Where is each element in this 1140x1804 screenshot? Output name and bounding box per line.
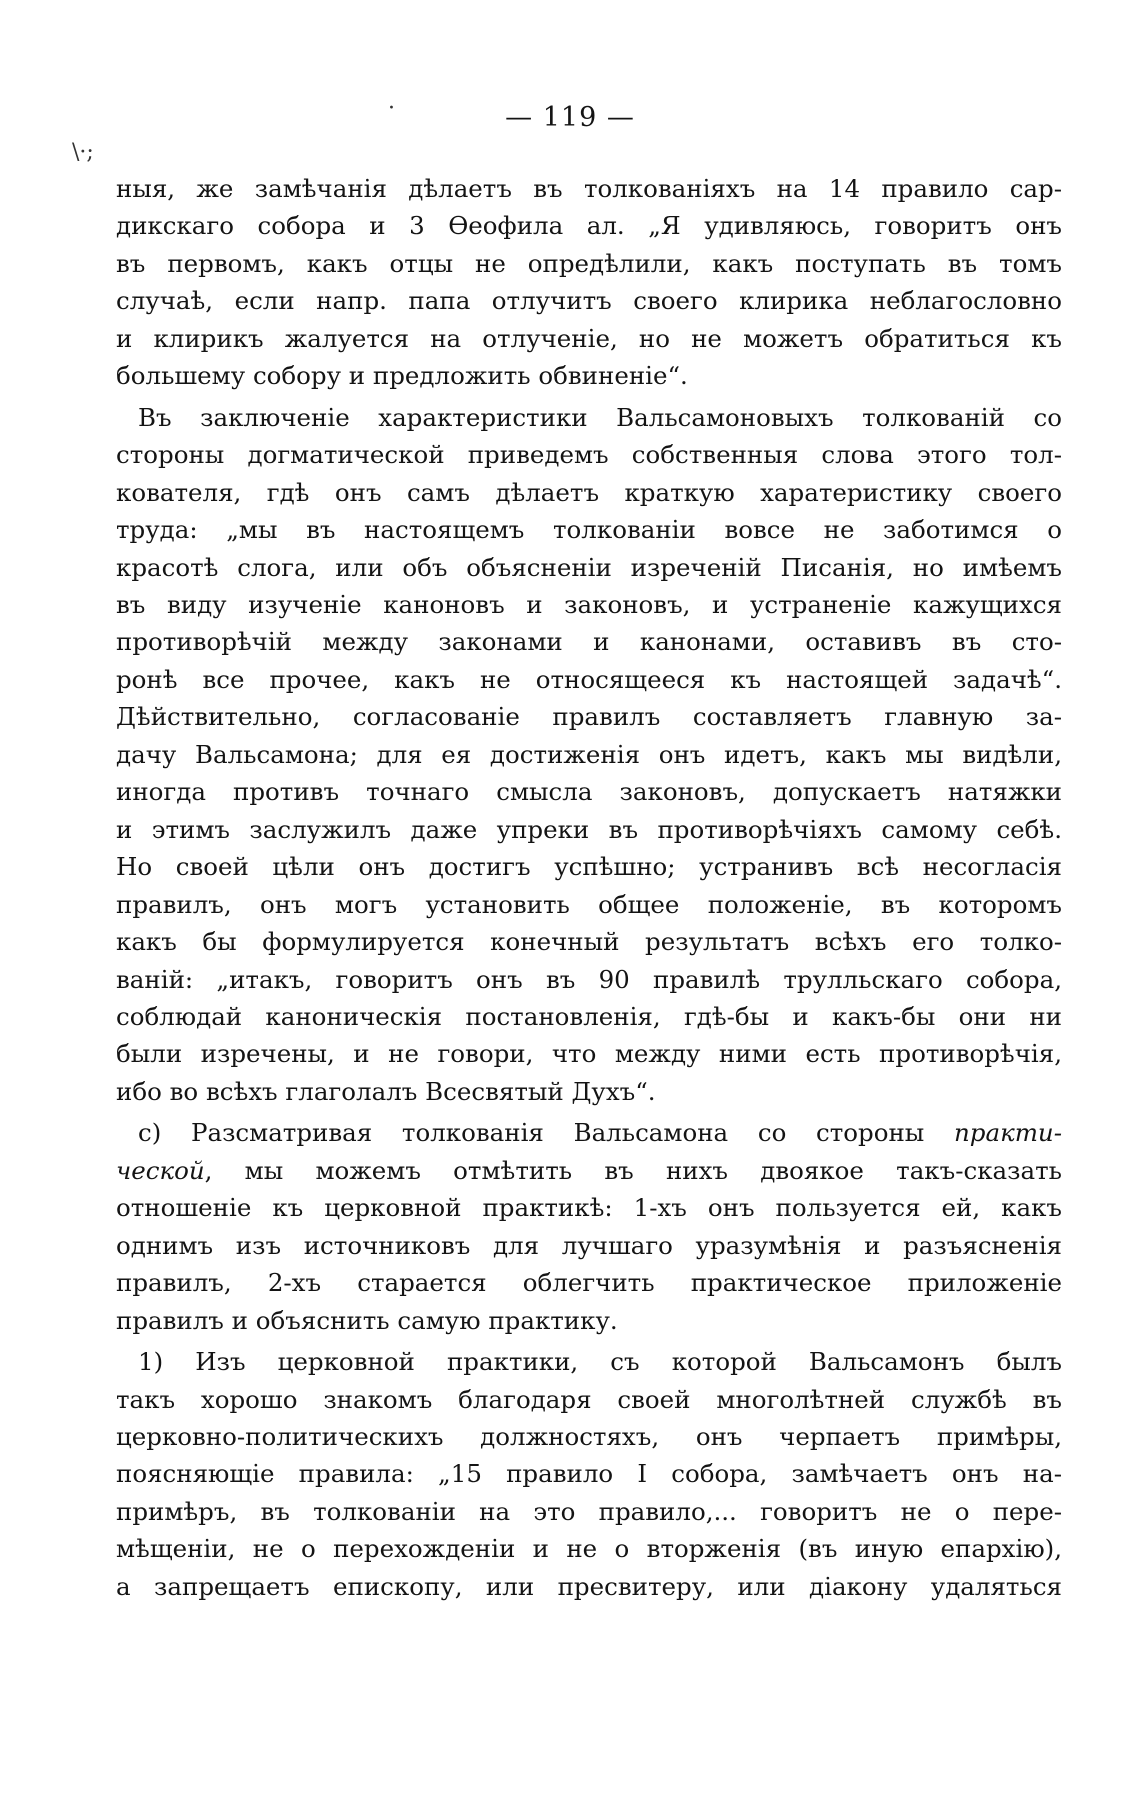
text-line: дикскаго собора и 3 Ѳеофила ал. „Я удивляюсь, говоритъ онъ bbox=[116, 211, 1062, 241]
text-line: въ виду изученіе каноновъ и законовъ, и устраненіе кажущихся bbox=[116, 589, 1062, 619]
text-line: отношеніе къ церковной практикѣ: 1-хъ онъ пользуется ей, какъ bbox=[116, 1193, 1062, 1223]
text-line: Но своей цѣли онъ достигъ успѣшно; устранивъ всѣ несогласія bbox=[116, 852, 1062, 882]
text-line: Въ заключеніе характеристики Вальсамоновыхъ толкованій со bbox=[138, 402, 1062, 432]
text-line: Дѣйствительно, согласованіе правилъ составляетъ главную за- bbox=[116, 702, 1062, 732]
text-line bbox=[116, 1114, 1062, 1151]
text-line: ибо во всѣхъ глаголалъ Всесвятый Духъ“. bbox=[116, 1076, 656, 1106]
text-line: стороны догматической приведемъ собственныя слова этого тол- bbox=[116, 440, 1062, 470]
text-line: въ первомъ, какъ отцы не опредѣлили, какъ поступать въ томъ bbox=[116, 248, 1062, 278]
text-line: и этимъ заслужилъ даже упреки въ противорѣчіяхъ самому себѣ. bbox=[116, 814, 1062, 844]
text-line: церковно-политическихъ должностяхъ, онъ черпаетъ примѣры, bbox=[116, 1421, 1062, 1451]
text-line: иногда противъ точнаго смысла законовъ, допускаетъ натяжки bbox=[116, 777, 1062, 807]
text-line: мѣщеніи, не о перехожденіи и не о вторженія (въ иную епархію), bbox=[116, 1534, 1062, 1564]
text-line: ваній: „итакъ, говоритъ онъ въ 90 правилѣ трулльскаго собора, bbox=[116, 964, 1062, 994]
text-line: правилъ, 2-хъ старается облегчить практическое приложеніе bbox=[116, 1268, 1062, 1298]
text-line: ронѣ все прочее, какъ не относящееся къ настоящей задачѣ“. bbox=[116, 664, 1062, 694]
text-line bbox=[116, 1152, 1062, 1189]
italic-word: ческой bbox=[116, 1155, 205, 1185]
text-line: поясняющіе правила: „15 правило I собора, замѣчаетъ онъ на- bbox=[116, 1459, 1062, 1489]
text-line: случаѣ, если напр. папа отлучитъ своего клирика неблагословно bbox=[116, 286, 1062, 316]
text-line: и клирикъ жалуется на отлученіе, но не можетъ обратиться къ bbox=[116, 323, 1062, 353]
text-line: труда: „мы въ настоящемъ толкованіи вовсе не заботимся о bbox=[116, 515, 1062, 545]
text-line: соблюдай каноническія постановленія, гдѣ-бы и какъ-бы они ни bbox=[116, 1001, 1062, 1031]
text-line: дачу Вальсамона; для ея достиженія онъ идетъ, какъ мы видѣли, bbox=[116, 739, 1062, 769]
text-line: красотѣ слога, или объ объясненіи изреченій Писанія, но имѣемъ bbox=[116, 552, 1062, 582]
margin-mark: \·; bbox=[72, 140, 94, 165]
text-line: правилъ, онъ могъ установить общее положеніе, въ которомъ bbox=[116, 889, 1062, 919]
text-line: кователя, гдѣ онъ самъ дѣлаетъ краткую харатеристику своего bbox=[116, 477, 1062, 507]
text-line: какъ бы формулируется конечный результатъ всѣхъ его толко- bbox=[116, 927, 1062, 957]
text-line: 1) Изъ церковной практики, съ которой Вальсамонъ былъ bbox=[138, 1347, 1062, 1377]
text-line: однимъ изъ источниковъ для лучшаго уразумѣнія и разъясненія bbox=[116, 1230, 1062, 1260]
page-number: — 119 — bbox=[505, 102, 635, 133]
body-text bbox=[116, 170, 1062, 1605]
text-line: большему собору и предложить обвиненіе“. bbox=[116, 361, 688, 391]
stray-dot-mark: · bbox=[388, 96, 395, 121]
text-line: были изречены, и не говори, что между ними есть противорѣчія, bbox=[116, 1039, 1062, 1069]
text-line: а запрещаетъ епископу, или пресвитеру, или діакону удаляться bbox=[116, 1571, 1062, 1601]
text-line: такъ хорошо знакомъ благодаря своей многолѣтней службѣ въ bbox=[116, 1384, 1062, 1414]
text-line: правилъ и объяснить самую практику. bbox=[116, 1305, 618, 1335]
text-line: противорѣчій между законами и канонами, оставивъ въ сто- bbox=[116, 627, 1062, 657]
text-segment: , мы можемъ отмѣтить въ нихъ двоякое такъ-сказать bbox=[204, 1155, 1062, 1185]
text-line: примѣръ, въ толкованіи на это правило,... говоритъ не о пере- bbox=[116, 1496, 1062, 1526]
italic-word: практи- bbox=[954, 1118, 1062, 1148]
text-segment: c) Разсматривая толкованія Вальсамона со стороны bbox=[138, 1118, 925, 1148]
text-line: ныя, же замѣчанія дѣлаетъ въ толкованіяхъ на 14 правило сар- bbox=[116, 174, 1062, 203]
